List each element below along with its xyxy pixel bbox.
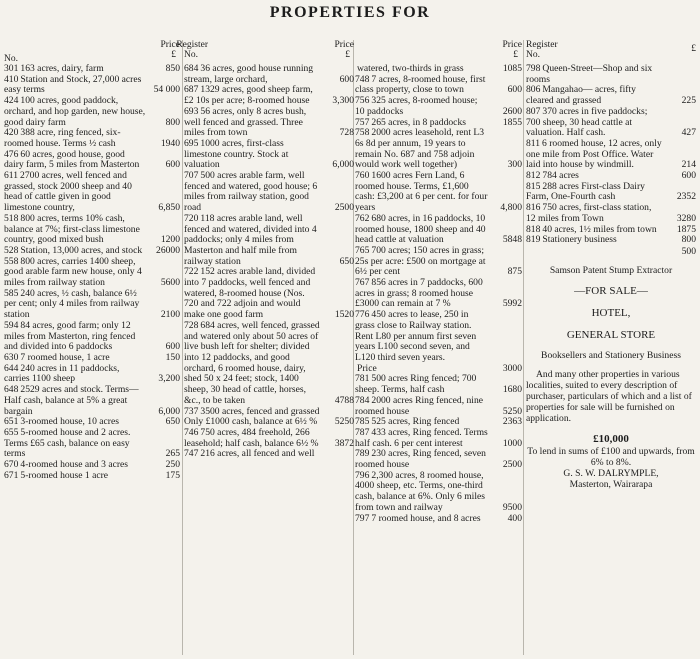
listing-register-no: 420 [4,127,19,139]
listing-entry [526,182,696,203]
header-no: No. [4,54,18,64]
header-pound: £ [513,50,518,60]
column-rule [182,40,183,655]
listing-entry [4,75,180,96]
listing-price: 1000 [502,437,522,449]
listing-description: Queen-Street—Shop and six rooms [526,63,653,85]
listing-price: 1200 [160,234,180,246]
listing-description: 216 acres, all fenced and well [200,448,315,460]
listing-description: 2000 acres Ring fenced, nine roomed house [355,394,484,417]
listing-price: 6,000 [332,159,354,171]
header-price: Price [160,40,180,50]
listing-description: 2000 acres leasehold, rent L3 6s 8d per annum, 19 years to remain No. 687 and 758 adjoin would work well together) [355,127,485,171]
column-header [4,40,208,64]
listing-description: 450 acres to lease, 250 in grass close to Railway station. Rent L80 per annum first seven years L100 second seven, and L120 third seven years. [355,309,477,363]
agent-name: G. S. W. DALRYMPLE, [563,467,659,479]
header-price: Price [334,40,354,50]
listing-register-no: 644 [4,362,19,374]
listing-entry [355,246,522,278]
listing-description: 240 acres, ½ cash, balance 6½ per cent; only 4 miles from railway station [4,287,140,321]
listing-register-no: 528 [4,244,19,256]
listing-register-no: 789 [355,448,370,460]
listing-entry [355,171,522,214]
booksellers: Booksellers and Stationery Business [541,349,681,361]
listing-price: 800 [165,116,180,128]
listing-register-no: 476 [4,148,19,160]
listing-price: 2500 [502,459,522,471]
listing-register-no: 811 [526,137,541,149]
listing-entry [355,310,522,364]
listing-register-no: 818 [526,223,541,235]
listing-description: 433 acres, Ring fenced. Terms half cash. 6 per cent interest [355,426,488,449]
listing-price: 2363 [502,416,522,428]
listing-price: 600 [339,73,354,85]
listing-price: 600 [681,170,696,182]
listing-price: 600 [165,341,180,353]
listing-register-no: 756 [355,95,370,107]
listing-description: 500 acres arable farm, well fenced and watered, good house; 6 miles from railway station, good road [184,170,318,214]
listing-entry [4,214,180,246]
column-3 [355,40,522,524]
listing-entry [184,267,354,321]
column-rule [523,40,524,655]
listing-description: 325 acres, 8-roomed house; 10 paddocks [355,95,478,117]
listing-entry [4,128,180,149]
header-pound: £ [345,50,350,60]
header-register: Register [526,40,558,50]
listing-register-no: 806 [526,84,541,96]
listing-description: 800 acres, terms 10% cash, balance at 7%; first-class limestone country, good mixed bush [4,212,140,246]
listing-price: 6,000 [158,405,180,417]
listing-price: 400 [507,512,522,524]
listing-register-no: 693 [184,105,199,117]
listing-entry [526,64,696,85]
listing-description: 800 acres, carries 1400 sheep, good arable farm new house, only 4 miles from railway station [4,255,142,289]
listing-description: Mangahao— acres, fifty cleared and grassed [526,84,636,107]
listing-register-no: 722 [184,266,199,278]
listing-entry [4,171,180,214]
listing-list [4,64,180,481]
listing-register-no: 812 [526,170,541,182]
listing-register-no: 785 [355,416,370,428]
listing-description: 5-roomed house 1 acre [20,469,109,481]
listing-register-no: 819 [526,234,541,246]
listing-description: 750 acres, first-class station, 12 miles from Town [526,202,652,224]
listing-price: 600 [165,159,180,171]
listing-description: 684 acres, well fenced, grassed and watered only about 50 acres of live bush left for shelter; divided into 12 paddocks, and good orchard, 6 roomed house, dairy, shed 50 x 24 feet; stock, 1400 sheep, 30 head of cattle, horses, &c., to be taken [184,319,320,406]
listing-price: 3000 [502,362,522,374]
listing-description: Stationery business [542,234,617,246]
listing-entry [526,107,696,139]
listing-description: 1329 acres, good sheep farm, £2 10s per acre; 8-roomed house [184,84,313,107]
listing-price: 1680 [502,384,522,396]
listing-register-no: 757 [355,116,370,128]
listing-description: 7 acres, 8-roomed house, first class property, close to town [355,73,486,96]
listing-register-no: 815 [526,180,541,192]
agent-place: Masterton, Wairarapa [569,478,653,490]
listing-register-no: 776 [355,309,370,321]
listing-description: 5-roomed house and 2 acres. Terms £65 cash, balance on easy terms [4,426,131,460]
listing-description: 784 acres [542,170,579,182]
listing-register-no: 746 [184,426,199,438]
listing-entry [4,289,180,321]
listing-register-no: 781 [355,373,370,385]
listing-entry [526,203,696,224]
listing-description: 3-roomed house, 10 acres [20,416,119,428]
listing-description: 56 acres, only 8 acres bush, well fenced and grassed. Three miles from town [184,105,307,139]
listing-entry [355,396,522,417]
listing-entry [4,96,180,128]
listing-entry [184,321,354,407]
listing-register-no: 611 [4,170,19,182]
listing-description: 265 acres, in 8 paddocks [371,116,466,128]
listing-register-no: 707 [184,170,199,182]
listing-register-no: 684 [184,63,199,74]
listing-description: 1000 acres, first-class limestone country. Stock at valuation [184,137,289,171]
listing-price: 2600 [502,105,522,117]
listing-description: Station and Stock, 27,000 acres easy terms [4,73,142,96]
listing-description: 2529 acres and stock. Terms—Half cash, balance at 5% a great bargain [4,384,139,417]
listing-register-no: 798 [526,63,541,74]
listing-description: 750 acres, 484 freehold, 266 leasehold; half cash, balance 6½ % [184,426,319,449]
listing-price: 175 [165,469,180,481]
listing-register-no: 301 [4,63,19,74]
listing-entry [526,85,696,106]
listing-entry [4,321,180,353]
listing-entry [184,171,354,214]
listing-entry [184,449,354,460]
listing-price: 5250 [502,405,522,417]
header-no: No. [184,50,198,60]
listing-list [526,64,696,246]
listing-description: 118 acres arable land, well fenced and watered, divided into 4 paddocks; only 4 miles from Masterton and half mile from railway station [184,212,317,267]
listing-price: 1875 [676,223,696,235]
listing-entry [184,428,354,449]
listing-price: 5600 [160,277,180,289]
listing-register-no: 687 [184,84,199,96]
listing-register-no: 762 [355,212,370,224]
listing-entry [526,235,696,246]
listing-register-no: 651 [4,416,19,428]
listing-register-no: 747 [184,448,199,460]
listing-register-no: 558 [4,255,19,267]
listing-price: 4,800 [500,202,522,214]
listing-price: 600 [507,84,522,96]
listing-description: 700 acres; 150 acres in grass; 25s per acre: £500 on mortgage at 6½ per cent [355,244,486,278]
listing-description: 240 acres in 11 paddocks, carries 1100 sheep [4,362,120,385]
listing-entry [4,471,180,482]
listing-register-no: 748 [355,73,370,85]
listing-description: 7 roomed house, and 8 acres [371,512,481,524]
column-4 [526,40,696,490]
listing-price: 850 [165,63,180,74]
header-pound: £ [171,50,176,60]
listing-price: 250 [165,459,180,471]
stump-extractor: Samson Patent Stump Extractor [549,264,673,276]
listing-register-no: 424 [4,95,19,107]
listing-entry [184,139,354,171]
listing-register-no: 760 [355,170,370,182]
header-no: No. [526,50,540,60]
listing-register-no: 648 [4,384,19,396]
listing-entry [355,96,522,117]
column-header [355,40,522,64]
listing-entry [355,75,522,96]
listing-price: 650 [339,255,354,267]
listing-entry [184,64,354,85]
listing-price: 1520 [334,309,354,321]
listing-entry [4,150,180,171]
listing-entry [355,471,522,514]
listing-entry [184,107,354,139]
listing-register-no: 585 [4,287,19,299]
listing-price: 5992 [502,298,522,310]
listing-register-no: 720 [184,212,199,224]
listing-description: 230 acres, Ring fenced, seven roomed house [355,448,486,471]
column-2 [184,40,354,460]
listing-price: 3872 [334,437,354,449]
listing-register-no: 594 [4,319,19,331]
lend-terms: To lend in sums of £100 and upwards, from 6% to 8%. [527,445,695,468]
listing-register-no: 410 [4,73,19,85]
listing-description: 525 acres, Ring fenced [371,416,460,428]
hotel: HOTEL, [591,306,631,319]
for-sale: —FOR SALE— [574,284,648,297]
listing-entry [526,139,696,171]
column-header [184,40,354,64]
listing-description: Price [357,362,377,374]
listing-description: 6 roomed house, 12 acres, only one mile from Post Office. Water laid into house by windmill. [526,137,662,171]
page-title: PROPERTIES FOR [269,4,431,21]
listing-price: 3,300 [332,95,354,107]
listing-price: 54 000 [153,84,180,96]
general-store: GENERAL STORE [566,328,656,341]
listing-register-no: 728 [184,319,199,331]
listing-price: 3280 [676,212,696,224]
listing-register-no: 796 [355,469,370,481]
listing-description: 100 acres, good paddock, orchard, and hop garden, new house, good dairy farm [4,95,146,128]
listing-entry [4,257,180,289]
listing-description: 1600 acres Fern Land, 6 roomed house. Terms, £1,600 cash: £3,200 at 6 per cent. for four years [355,170,488,214]
listing-entry [355,514,522,525]
listing-entry [355,214,522,246]
listing-register-no: 630 [4,351,19,363]
listing-price: 5250 [334,416,354,428]
listing-entry [355,278,522,310]
listing-description: 163 acres, dairy, farm [20,63,104,74]
listing-description: 2700 acres, well fenced and grassed, stock 2000 sheep and 40 head of cattle given in good limestone country, [4,170,132,214]
listing-list [184,64,354,460]
listing-entry [355,128,522,171]
listing-price: 26000 [156,244,180,256]
listing-description: 856 acres in 7 paddocks, 600 acres in grass; 8 roomed house £3000 can remain at 7 % [355,277,483,310]
listing-description: Station, 13,000 acres, and stock [20,244,143,256]
listing-register-no: 737 [184,405,199,417]
listing-price: 875 [507,266,522,278]
listing-price: 427 [681,127,696,139]
listing-description: 2,300 acres, 8 roomed house, 4000 sheep, etc. Terms, one-third cash, balance at 6%. Only 6 miles from town and railway [355,469,486,513]
listing-description: 152 acres arable land, divided into 7 paddocks, well fenced and watered, 8-roomed house (Nos. 720 and 722 adjoin and would make one good farm [184,266,316,321]
listing-price: 4788 [334,394,354,406]
listing-register-no: 784 [355,394,370,406]
listing-description: 60 acres, good house, good dairy farm, 5 miles from Masterton [4,148,140,171]
listing-price: 150 [165,351,180,363]
listing-entry [4,428,180,460]
pre-price: 500 [681,245,696,257]
listing-register-no: 787 [355,426,370,438]
listing-register-no: 816 [526,202,541,214]
listing-price: 1085 [502,63,522,74]
listing-register-no: 695 [184,137,199,149]
listing-entry [355,428,522,449]
listing-price: 265 [165,448,180,460]
listing-description: 680 acres, in 16 paddocks, 10 roomed house, 1800 sheep and 40 head cattle at valuation [355,212,486,246]
other-properties: And many other properties in various localities, suited to every description of purchaser, particulars of which and a list of properties for sale will be furnished on application. [526,368,692,424]
listing-register-no: 758 [355,127,370,139]
listing-description: 3500 acres, fenced and grassed Only £1000 cash, balance at 6½ % [184,405,320,428]
listing-register-no: 767 [355,277,370,289]
listing-price: 300 [507,159,522,171]
listing-entry [184,214,354,268]
listing-description: 500 acres Ring fenced; 700 sheep. Terms, half cash [355,373,477,396]
listing-price: 650 [165,416,180,428]
listing-price: 728 [339,127,354,139]
listing-entry [4,364,180,385]
listing-price: 2100 [160,309,180,321]
column-header [526,40,696,64]
listing-price: 5848 [502,234,522,246]
listing-register-no: 797 [355,512,370,524]
listing-description: 388 acre, ring fenced, six-roomed house. Terms ½ cash [4,127,121,149]
listing-entry [355,374,522,395]
listing-price: 214 [681,159,696,171]
listing-entry [184,85,354,106]
listing-price: 1855 [502,116,522,128]
listing-description: 40 acres, 1½ miles from town [542,223,657,235]
listing-price: 2352 [676,191,696,203]
listing-description: 36 acres, good house running stream, large orchard, [184,63,314,85]
listing-entry [184,407,354,428]
listing-description: 84 acres, good farm; only 12 miles from Masterton, ring fenced and divided into 6 paddocks [4,319,136,353]
listing-entry [355,449,522,470]
listing-description: 7 roomed house, 1 acre [20,351,110,363]
money-to-lend: £10,000 [593,432,629,445]
listing-price: 1940 [160,137,180,149]
header-price: Price [502,40,522,50]
listing-price: 6,850 [158,202,180,214]
listing-description: 4-roomed house and 3 acres [20,459,129,471]
listing-price: 225 [681,95,696,107]
listing-register-no: 671 [4,469,19,481]
listing-register-no: 518 [4,212,19,224]
listing-price: 800 [681,234,696,246]
listing-description: 288 acres First-class Dairy Farm, One-Fourth cash [526,180,645,203]
listing-description: watered, two-thirds in grass [357,63,464,74]
listing-register-no: 807 [526,105,541,117]
listing-list [355,64,522,524]
listing-price: 3,200 [158,373,180,385]
listing-description: 370 acres in five paddocks; 700 sheep, 30 head cattle at valuation. Half cash. [526,105,648,139]
listing-register-no: 655 [4,426,19,438]
header-register: Register [176,40,208,50]
listing-price: 9500 [502,501,522,513]
listing-register-no: 670 [4,459,19,471]
listing-entry [4,385,180,417]
header-pound: £ [691,44,696,54]
listing-register-no: 765 [355,244,370,256]
listing-price: 2500 [334,202,354,214]
